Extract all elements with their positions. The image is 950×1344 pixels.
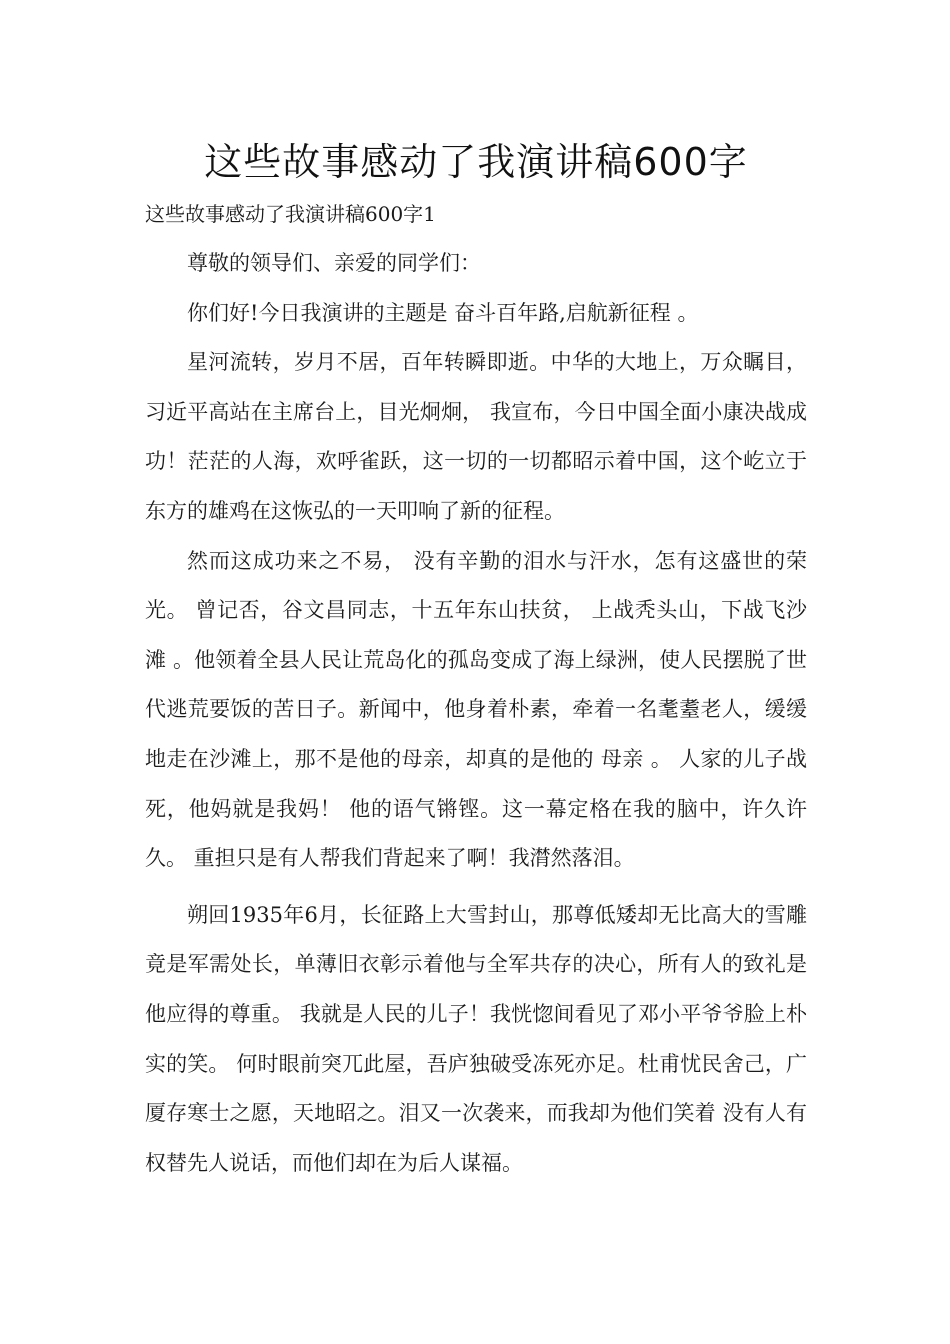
paragraph-theme: 你们好!今日我演讲的主题是 奋斗百年路,启航新征程 。 — [187, 300, 699, 325]
paragraph-body-3: 朔回1935年6月，长征路上大雪封山，那尊低矮却无比高大的雪雕 竟是军需处长，单薄旧衣彰示着他与全军共存的决心，所有人的致礼是他应得的尊重。 我就是人民的儿子！我恍惚间看见了邓小平爷爷脸上朴实的笑。 何时眼前突兀此屋，吾庐独破受冻死亦足。杜甫忧民舍己，广厦存寒士之愿，天地昭之。泪又一次袭来，而我却为他们笑着 没有人有权替先人说话，而他们却在为后人谋福。 — [145, 902, 807, 1175]
document-subtitle: 这些故事感动了我演讲稿600字1 — [145, 202, 436, 226]
document-title: 这些故事感动了我演讲稿600字 — [204, 140, 748, 184]
paragraph-greeting: 尊敬的领导们、亲爱的同学们： — [187, 251, 481, 275]
paragraph-body-1: 星河流转，岁月不居，百年转瞬即逝。中华的大地上，万众瞩目，习近平高站在主席台上，目光炯炯， 我宣布，今日中国全面小康决战成功！茫茫的人海，欢呼雀跃，这一切的一切都昭示着中国，这个屹立于东方的雄鸡在这恢弘的一天叩响了新的征程。 — [145, 350, 807, 523]
paragraph-body-2: 然而这成功来之不易， 没有辛勤的泪水与汗水，怎有这盛世的荣光。 曾记否，谷文昌同志，十五年东山扶贫， 上战秃头山，下战飞沙滩 。他领着全县人民让荒岛化的孤岛变成了海上绿洲，使人民摆脱了世代逃荒要饭的苦日子。新闻中，他身着朴素，牵着一名耄耋老人，缓缓地走在沙滩上，那不是他的母亲，却真的是他的 母亲 。 人家的儿子战死，他妈就是我妈！ 他的语气锵铿。这一幕定格在我的脑中，许久许久。 重担只是有人帮我们背起来了啊！我潸然落泪。 — [145, 548, 807, 871]
